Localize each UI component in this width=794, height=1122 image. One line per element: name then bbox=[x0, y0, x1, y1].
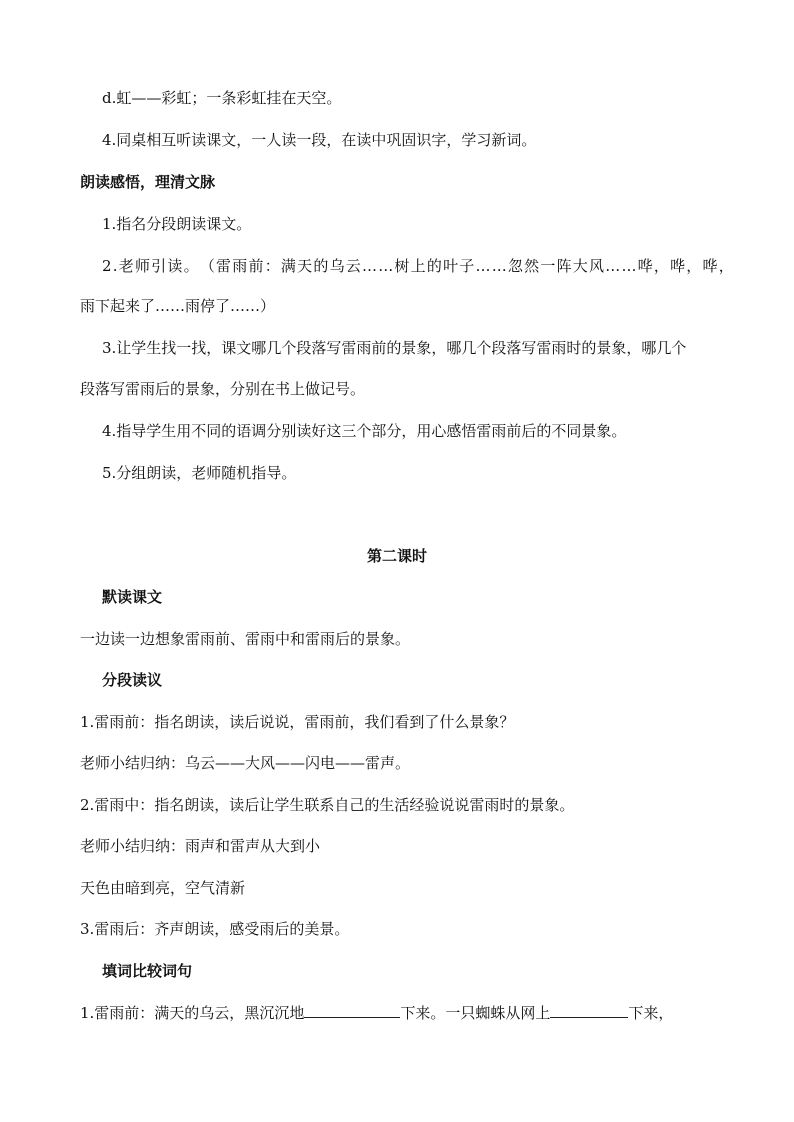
glyph: 大 bbox=[572, 257, 588, 275]
reading-step-3: 3.让学生找一找，课文哪几个段落写雷雨前的景象，哪几个段落写雷雨时的景象，哪几个 bbox=[102, 339, 687, 357]
glyph: 哗 bbox=[670, 257, 686, 275]
glyph: 哗 bbox=[702, 257, 718, 275]
glyph: 。 bbox=[183, 257, 199, 275]
glyph: ， bbox=[718, 257, 734, 275]
glyph: 子 bbox=[459, 257, 475, 275]
silent-reading-text: 一边读一边想象雷雨前、雷雨中和雷雨后的景象。 bbox=[80, 630, 411, 648]
fill-in-text-2: 下来。一只蜘蛛从网上 bbox=[400, 1004, 551, 1022]
fill-in-line bbox=[80, 1002, 673, 1023]
glyph: 雨 bbox=[232, 257, 248, 275]
glyph: 阵 bbox=[556, 257, 572, 275]
glyph: 叶 bbox=[443, 257, 459, 275]
glyph: 哗 bbox=[637, 257, 653, 275]
step-4-read-in-pairs: 4.同桌相互听读课文，一人读一段，在读中巩固识字，学习新词。 bbox=[102, 131, 537, 149]
glyph: … bbox=[362, 257, 378, 275]
glyph: 老 bbox=[118, 257, 134, 275]
glyph: ， bbox=[653, 257, 669, 275]
glyph: 天 bbox=[297, 257, 313, 275]
vocab-item-d: d.虹——彩虹；一条彩虹挂在天空。 bbox=[102, 89, 342, 107]
section-heading-paragraphs: 分段读议 bbox=[102, 671, 163, 689]
reading-step-2-text bbox=[102, 256, 734, 276]
reading-step-1: 1.指名分段朗读课文。 bbox=[102, 215, 252, 233]
glyph: 云 bbox=[345, 257, 361, 275]
glyph: 上 bbox=[410, 257, 426, 275]
glyph: … bbox=[621, 257, 637, 275]
glyph: 读 bbox=[167, 257, 183, 275]
glyph: ： bbox=[264, 257, 280, 275]
glyph: 忽 bbox=[507, 257, 523, 275]
glyph: 一 bbox=[540, 257, 556, 275]
glyph: … bbox=[475, 257, 491, 275]
fill-in-text-3: 下来， bbox=[628, 1004, 674, 1022]
reading-step-5: 5.分组朗读，老师随机指导。 bbox=[102, 464, 297, 482]
glyph: 师 bbox=[134, 257, 150, 275]
reading-step-3-continued: 段落写雷雨后的景象，分别在书上做记号。 bbox=[80, 380, 366, 398]
paragraph-step-1: 1.雷雨前：指名朗读，读后说说，雷雨前，我们看到了什么景象？ bbox=[80, 713, 515, 731]
glyph: . bbox=[112, 257, 118, 275]
glyph: 满 bbox=[280, 257, 296, 275]
summary-2-continued: 天色由暗到亮，空气清新 bbox=[80, 879, 246, 897]
summary-2: 老师小结归纳：雨声和雷声从大到小 bbox=[80, 837, 321, 855]
fill-in-blank-1 bbox=[304, 1002, 400, 1018]
glyph: 前 bbox=[248, 257, 264, 275]
glyph: 的 bbox=[313, 257, 329, 275]
reading-step-4: 4.指导学生用不同的语调分别读好这三个部分，用心感悟雷雨前后的不同景象。 bbox=[102, 422, 627, 440]
section-heading-reading: 朗读感悟，理清文脉 bbox=[80, 173, 216, 191]
glyph: 2 bbox=[102, 257, 112, 275]
reading-step-2 bbox=[102, 256, 734, 276]
section-heading-fill-words: 填词比较词句 bbox=[102, 962, 193, 980]
lesson-title: 第二课时 bbox=[366, 547, 427, 565]
glyph: … bbox=[605, 257, 621, 275]
glyph: 的 bbox=[426, 257, 442, 275]
glyph: 引 bbox=[151, 257, 167, 275]
glyph: 乌 bbox=[329, 257, 345, 275]
fill-in-text-1: 1.雷雨前：满天的乌云，黑沉沉地 bbox=[80, 1004, 305, 1022]
summary-1: 老师小结归纳：乌云——大风——闪电——雷声。 bbox=[80, 754, 411, 772]
paragraph-step-3: 3.雷雨后：齐声朗读，感受雨后的美景。 bbox=[80, 920, 350, 938]
glyph: 风 bbox=[589, 257, 605, 275]
paragraph-step-2: 2.雷雨中：指名朗读，读后让学生联系自己的生活经验说说雷雨时的景象。 bbox=[80, 796, 575, 814]
glyph: 树 bbox=[394, 257, 410, 275]
section-heading-silent-reading: 默读课文 bbox=[102, 588, 163, 606]
reading-step-2-continued: 雨下起来了……雨停了……） bbox=[80, 297, 276, 315]
glyph: ， bbox=[686, 257, 702, 275]
glyph: （ bbox=[199, 257, 215, 275]
fill-in-blank-2 bbox=[550, 1002, 628, 1018]
glyph: … bbox=[378, 257, 394, 275]
glyph: 雷 bbox=[216, 257, 232, 275]
glyph: 然 bbox=[524, 257, 540, 275]
glyph: … bbox=[491, 257, 507, 275]
